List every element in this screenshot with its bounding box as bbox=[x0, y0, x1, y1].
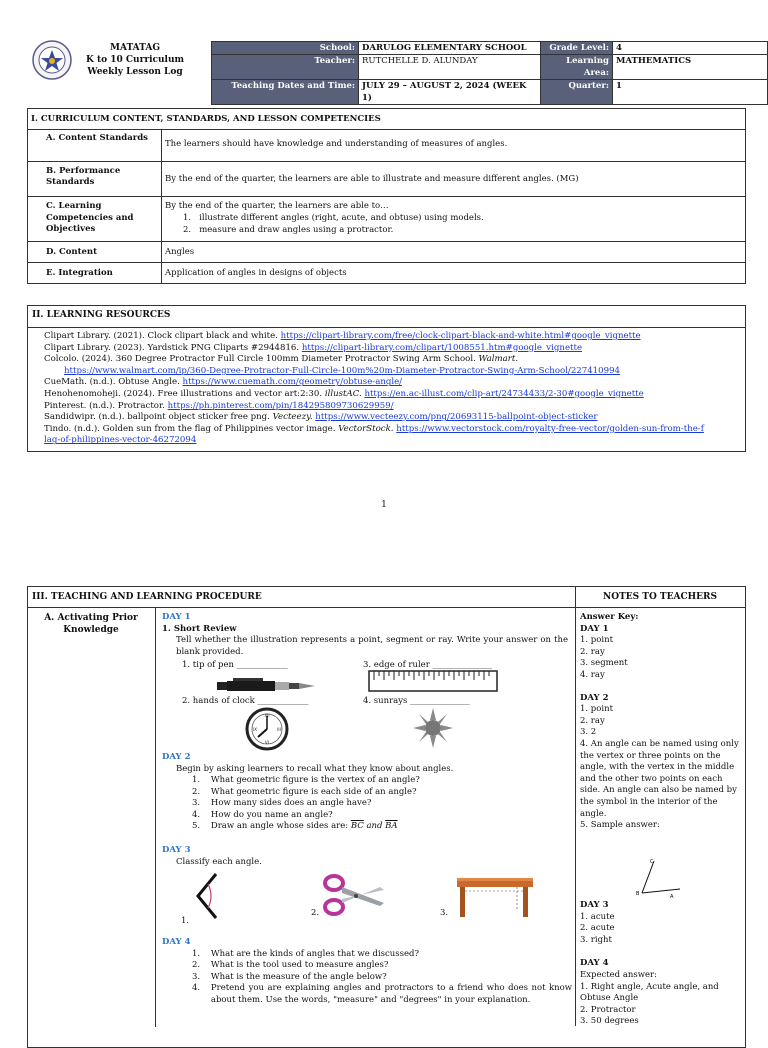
answer-key-label: Answer Key: bbox=[580, 612, 639, 622]
day4-question: 3. What is the measure of the angle below? bbox=[192, 971, 387, 982]
resource-link[interactable]: https://www.walmart.com/ip/360-Degree-Protractor-Full-Circle-100m%20m-Diameter-Protractor-Swing-Arm-School/227410994 bbox=[64, 365, 621, 376]
header-line-log: Weekly Lesson Log bbox=[87, 67, 183, 77]
resource-entry: Henohenomoheji. (2024). Free illustrations and vector art:2:30. illustAC. https://en.ac-illust.com/clip-art/24734433/2-30#google_vignette bbox=[44, 388, 644, 399]
classify-number-1: 1. bbox=[181, 916, 190, 926]
day4-question: 2. What is the tool used to measure angles? bbox=[192, 960, 389, 970]
sun-icon bbox=[412, 707, 454, 749]
dates-value: JULY 29 – AUGUST 2, 2024 (WEEK 1) bbox=[359, 80, 541, 105]
competency-item: 1. illustrate different angles (right, acute, and obtuse) using models. bbox=[183, 213, 484, 223]
school-label: School: bbox=[212, 42, 359, 55]
grade-label: Grade Level: bbox=[541, 42, 613, 55]
page-number: 1 bbox=[381, 500, 387, 510]
quarter-value: 1 bbox=[613, 80, 768, 105]
notes-answer: 4. ray bbox=[580, 669, 605, 680]
notes-answer: 1. point bbox=[580, 635, 613, 646]
area-label: Learning Area: bbox=[541, 55, 613, 80]
day3-intro: Classify each angle. bbox=[176, 856, 262, 867]
day4-question: 4. Pretend you are explaining angles and protractors to a friend who does not know about them. Use the words, "measure" and "degrees" in your explanation. bbox=[192, 983, 572, 1005]
resources-box bbox=[27, 305, 746, 452]
question-2: 2. hands of clock ____________ bbox=[182, 696, 309, 706]
deped-seal bbox=[32, 40, 72, 80]
clock-icon bbox=[245, 707, 289, 751]
notes-answer: 2. ray bbox=[580, 715, 605, 726]
day2-intro: Begin by asking learners to recall what they know about angles. bbox=[176, 763, 454, 774]
performance-standards-label: B. Performance Standards bbox=[28, 162, 162, 197]
svg-text:IX: IX bbox=[253, 727, 257, 732]
classify-number-2: 2. bbox=[311, 908, 320, 918]
resource-entry: Clipart Library. (2021). Clock clipart black and white. https://clipart-library.com/free/clock-clipart-black-and-white.html#google_vignette bbox=[44, 331, 641, 341]
day4-question: 1. What are the kinds of angles that we discussed? bbox=[192, 948, 420, 959]
angle-v-icon bbox=[194, 872, 230, 920]
resource-link[interactable]: https://www.vecteezy.com/png/20693115-ballpoint-object-sticker bbox=[315, 412, 598, 423]
resource-entry: Colcolo. (2024). 360 Degree Protractor Full Circle 100mm Diameter Protractor Swing Arm School. Walmart. https://www.walmart.com/ip/360-Degree-Protractor-Full-Circle-100m%20m-Diameter-Protractor-Swing-Arm-School/227410994 bbox=[44, 354, 621, 376]
performance-standards-text: By the end of the quarter, the learners are able to illustrate and measure different angles. (MG) bbox=[162, 162, 746, 197]
teacher-value: RUTCHELLE D. ALUNDAY bbox=[359, 55, 541, 80]
competencies-label: C. Learning Competencies and Objectives bbox=[28, 197, 162, 242]
content-standards-text: The learners should have knowledge and understanding of measures of angles. bbox=[162, 130, 746, 162]
resource-entry: Tindo. (n.d.). Golden sun from the flag of Philippines vector image. VectorStock. https://www.vectorstock.com/royalty-free-vector/golden-sun-from-the-flag-of-philippines-vector-46272094 bbox=[44, 423, 704, 446]
table-icon bbox=[455, 874, 535, 920]
teacher-label: Teacher: bbox=[212, 55, 359, 80]
notes-answer: 3. 2 bbox=[580, 727, 597, 738]
resource-link[interactable]: https://clipart-library.com/free/clock-clipart-black-and-white.html#google_vignette bbox=[280, 331, 641, 341]
notes-answer: 2. Protractor bbox=[580, 1004, 636, 1015]
activating-label: A. Activating Prior Knowledge bbox=[44, 613, 138, 635]
short-review-label: 1. Short Review bbox=[162, 623, 237, 634]
resource-entry: Pinterest. (n.d.). Protractor. https://ph.pinterest.com/pin/184295809730629959/ bbox=[44, 400, 394, 411]
day2-label: DAY 2 bbox=[162, 752, 191, 762]
point-b-label: B bbox=[636, 891, 640, 897]
area-value: MATHEMATICS bbox=[613, 55, 768, 80]
school-value: DARULOG ELEMENTARY SCHOOL bbox=[359, 42, 541, 55]
curriculum-table bbox=[27, 108, 746, 284]
notes-day1-label: DAY 1 bbox=[580, 623, 609, 634]
classify-number-3: 3. bbox=[440, 908, 449, 918]
notes-day2-label: DAY 2 bbox=[580, 692, 609, 703]
day1-label: DAY 1 bbox=[162, 612, 191, 622]
resource-link[interactable]: https://www.cuemath.com/geometry/obtuse-angle/ bbox=[182, 377, 403, 388]
notes-answer: 1. point bbox=[580, 704, 613, 715]
resource-link[interactable]: https://ph.pinterest.com/pin/184295809730629959/ bbox=[167, 400, 394, 411]
resource-link[interactable]: https://clipart-library.com/clipart/1008551.htm#google_vignette bbox=[301, 342, 583, 353]
svg-text:III: III bbox=[277, 727, 281, 732]
content-standards-label: A. Content Standards bbox=[28, 130, 162, 162]
grade-value: 4 bbox=[613, 42, 768, 55]
notes-day3-label: DAY 3 bbox=[580, 900, 609, 910]
notes-answer: 1. acute bbox=[580, 911, 615, 922]
day2-question: 4. How do you name an angle? bbox=[192, 809, 333, 820]
pen-icon bbox=[215, 676, 317, 696]
dates-label: Teaching Dates and Time: bbox=[212, 80, 359, 105]
header-line-curriculum: K to 10 Curriculum bbox=[85, 55, 185, 65]
resource-link[interactable]: https://en.ac-illust.com/clip-art/24734433/2-30#google_vignette bbox=[364, 388, 644, 399]
procedure-title: III. TEACHING AND LEARNING PROCEDURE bbox=[32, 592, 262, 602]
day3-label: DAY 3 bbox=[162, 845, 191, 855]
sample-angle-diagram bbox=[634, 855, 684, 901]
notes-answer: 1. Right angle, Acute angle, and Obtuse Angle bbox=[580, 981, 719, 1004]
notes-answer: 5. Sample answer: bbox=[580, 820, 660, 831]
curriculum-title: I. CURRICULUM CONTENT, STANDARDS, AND LESSON COMPETENCIES bbox=[28, 109, 746, 130]
resource-entry: Clipart Library. (2023). Yardstick PNG Cliparts #2944816. https://clipart-library.com/clipart/1008551.htm#google_vignette bbox=[44, 342, 583, 353]
notes-answer: 2. ray bbox=[580, 646, 605, 657]
notes-answer: 3. right bbox=[580, 934, 612, 945]
content-text: Angles bbox=[162, 242, 746, 263]
resources-title: II. LEARNING RESOURCES bbox=[28, 306, 745, 328]
header-line-matatag: MATATAG bbox=[109, 43, 161, 53]
point-a-label: A bbox=[670, 894, 674, 900]
resource-link[interactable]: https://www.vectorstock.com/royalty-free-vector/golden-sun-from-the-flag-of-philippines-vector-46272094 bbox=[44, 423, 704, 446]
day2-question: 2. What geometric figure is each side of an angle? bbox=[192, 786, 417, 797]
day2-question: 3. How many sides does an angle have? bbox=[192, 798, 372, 808]
review-instruction: Tell whether the illustration represents a point, segment or ray. Write your answer on the blank provided. bbox=[176, 635, 568, 657]
notes-answer: 4. An angle can be named using only the vertex or three points on the angle, with the vertex in the middle and the other two points on each side. An angle can also be named by the symbol in the interior of the angle. bbox=[580, 738, 739, 819]
svg-text:VI: VI bbox=[265, 740, 269, 745]
day2-question: 5. Draw an angle whose sides are: $\overline{BC}$ and $\overline{BA}$ bbox=[192, 821, 398, 831]
integration-label: E. Integration bbox=[28, 263, 162, 284]
notes-answer: 3. 50 degrees bbox=[580, 1016, 639, 1027]
content-label: D. Content bbox=[28, 242, 162, 263]
notes-answer: 3. segment bbox=[580, 658, 628, 669]
ruler-icon bbox=[368, 670, 498, 694]
resource-entry: CueMath. (n.d.). Obtuse Angle. https://www.cuemath.com/geometry/obtuse-angle/ bbox=[44, 377, 403, 388]
question-3: 3. edge of ruler ______________ bbox=[363, 660, 492, 670]
competency-item: 2. measure and draw angles using a protractor. bbox=[183, 225, 394, 235]
notes-answer: 2. acute bbox=[580, 923, 615, 934]
notes-title: NOTES TO TEACHERS bbox=[603, 592, 717, 602]
question-1: 1. tip of pen ____________ bbox=[182, 660, 288, 670]
point-c-label: C bbox=[650, 859, 654, 865]
svg-text:XII: XII bbox=[264, 713, 270, 718]
competencies-cell bbox=[162, 197, 746, 242]
quarter-label: Quarter: bbox=[541, 80, 613, 105]
competencies-intro: By the end of the quarter, the learners are able to… bbox=[165, 201, 389, 211]
resource-entry: Sandidwipr. (n.d.). ballpoint object sticker free png. Vecteezy. https://www.vecteezy.com/png/20693115-ballpoint-object-sticker bbox=[44, 412, 598, 423]
header-table bbox=[211, 41, 768, 105]
expected-label: Expected answer: bbox=[580, 969, 657, 980]
day4-label: DAY 4 bbox=[162, 937, 191, 947]
question-4: 4. sunrays ______________ bbox=[363, 696, 470, 706]
integration-text: Application of angles in designs of objects bbox=[162, 263, 746, 284]
scissors-icon bbox=[322, 873, 386, 919]
notes-day4-label: DAY 4 bbox=[580, 958, 609, 969]
day2-question: 1. What geometric figure is the vertex of an angle? bbox=[192, 775, 420, 785]
